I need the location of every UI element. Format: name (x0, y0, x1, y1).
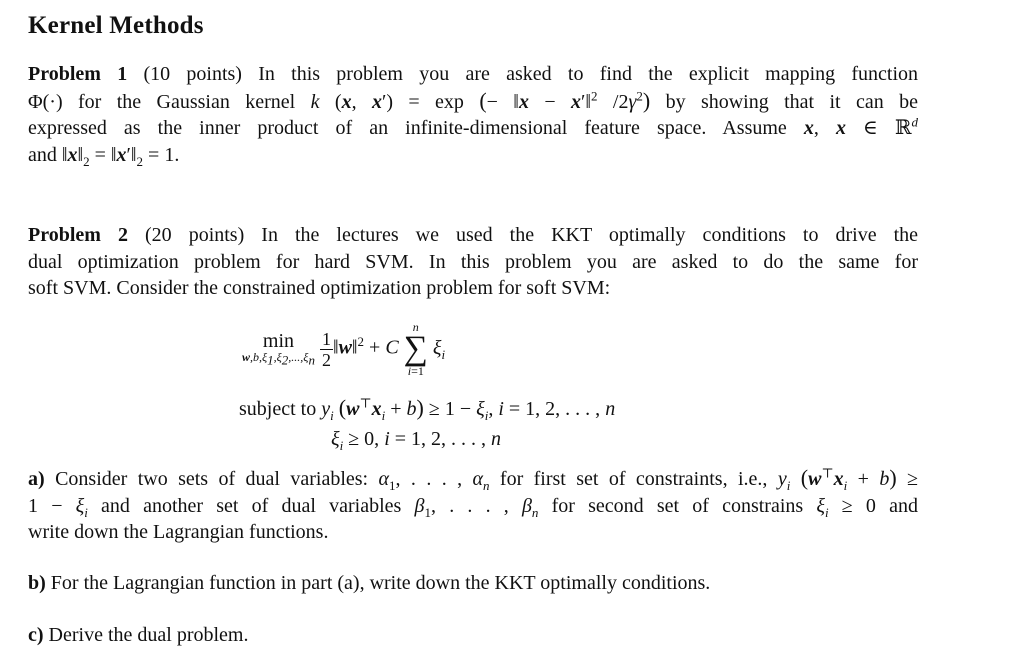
problem-1-points: (10 points) (143, 63, 242, 85)
problem-1-line-4: and $‖x‖_2$ = $‖x'‖_2 = 1$. (28, 143, 180, 169)
min-operator: min $w,b,\xi_1,\xi_2,...,\xi_n$ (242, 330, 315, 368)
part-c (28, 622, 918, 649)
part-a-line-3: write down the Lagrangian functions. (28, 521, 329, 543)
part-b (28, 570, 918, 597)
problem-1-label: Problem 1 (28, 63, 128, 85)
problem-2-line-1: Problem 2 (20 points) In the lectures we used the KKT optimally conditions to drive the (28, 224, 919, 246)
part-a-label: a) (28, 468, 45, 490)
part-c-text: Derive the dual problem. (48, 624, 249, 646)
part-a-line-2: $1 - \xi_i$ and another set of dual variables $\beta_1$, . . . , $\beta_n$ for second set of constrains $\xi_i \ge 0$ and (28, 494, 918, 520)
part-b-label: b) (28, 572, 46, 594)
one-half-fraction: $\frac{1}{2}$ (321, 328, 331, 370)
problem-2-line-2: dual optimization problem for hard SVM. In this problem you are asked to do the same for (28, 250, 918, 273)
part-c-label: c) (28, 624, 44, 646)
page-title: Kernel Methods (28, 12, 204, 39)
problem-2-points: (20 points) (145, 224, 245, 246)
part-a-line-1: a) Consider two sets of dual variables: $\alpha_1$, . . . , $\alpha_n$ for first set of constraints, i.e., $y_i$ $(w^⊤x_i + b)$ ≥ (28, 465, 919, 493)
part-b-text: For the Lagrangian function in part (a), write down the KKT optimally conditions. (50, 572, 711, 594)
problem-1-line-1: Problem 1 (10 points) In this problem you are asked to find the explicit mapping function (28, 63, 919, 85)
sum-operator: n ∑ i=1 (403, 320, 428, 378)
constraint-2: $\xi_i \ge 0$, i = 1, 2, . . . , n (331, 428, 502, 453)
problem-2 (28, 222, 918, 302)
problem-1-line-3: expressed as the inner product of an infinite-dimensional feature space. Assume x, x ∈ ℝ$^d$ (28, 114, 919, 139)
problem-2-label: Problem 2 (28, 224, 128, 246)
part-a (28, 465, 918, 546)
problem-2-line-3: soft SVM. Consider the constrained optimization problem for soft SVM: (28, 277, 611, 299)
problem-1 (28, 61, 918, 168)
objective-equation: min $w,b,\xi_1,\xi_2,...,\xi_n$ $\frac{1}{2}$ ‖w‖$^2$ + C n ∑ i=1 $\xi_i$ (242, 320, 446, 378)
problem-1-line-2: Φ(·) for the Gaussian kernel k (x, x′) = exp (− ‖x − x′‖$^2$ $/2\gamma^2$) by showing that it can be (28, 87, 919, 113)
constraint-1: subject to $y_i$ $(w^⊤x_i + b) \ge 1 - \xi_i$, i = 1, 2, . . . , n (239, 395, 616, 423)
